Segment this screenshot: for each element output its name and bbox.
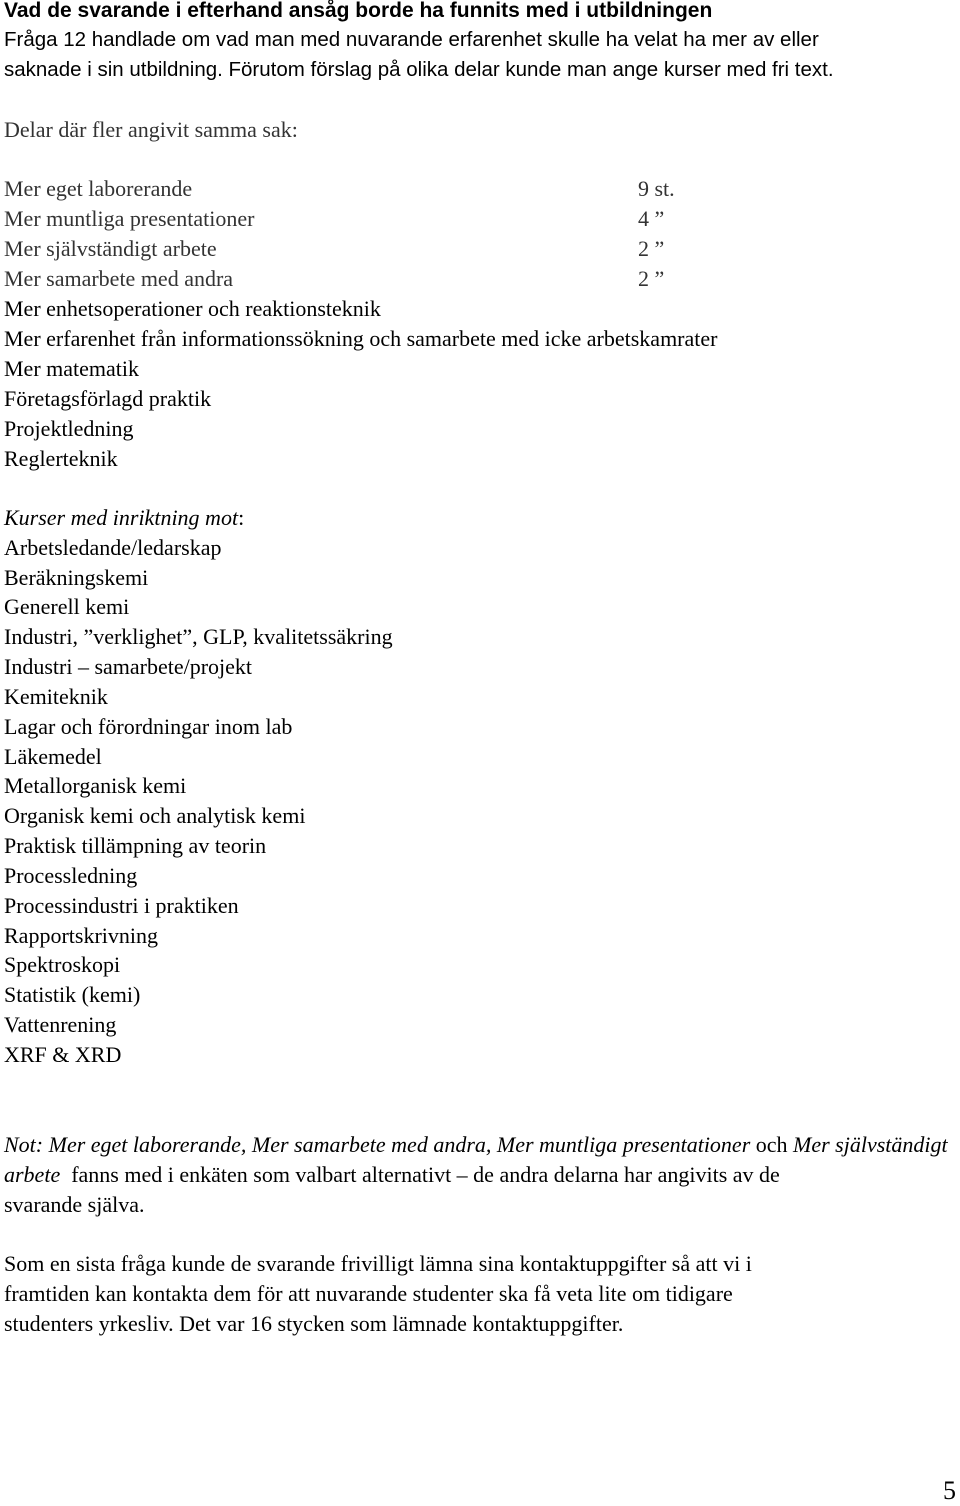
note-items: Mer eget laborerande, Mer samarbete med andra, Mer muntliga presentationer <box>48 1132 751 1157</box>
note-label: Not: <box>4 1132 44 1157</box>
page-number: 5 <box>943 1476 956 1505</box>
course-item: Rapportskrivning <box>4 923 158 948</box>
course-item: Generell kemi <box>4 594 130 619</box>
single-item: Reglerteknik <box>4 446 118 471</box>
course-item: Industri – samarbete/projekt <box>4 654 253 679</box>
course-item: Statistik (kemi) <box>4 982 141 1007</box>
single-item: Företagsförlagd praktik <box>4 386 212 411</box>
course-item: Industri, ”verklighet”, GLP, kvalitetssäkring <box>4 624 393 649</box>
single-item: Mer erfarenhet från informationssökning och samarbete med icke arbetskamrater <box>4 326 718 351</box>
shared-item-count: 2 ” <box>638 266 665 291</box>
courses-colon: : <box>238 505 245 530</box>
closing-line-3: studenters yrkesliv. Det var 16 stycken som lämnade kontaktuppgifter. <box>4 1311 624 1336</box>
single-item: Projektledning <box>4 416 134 441</box>
course-item: Arbetsledande/ledarskap <box>4 535 222 560</box>
note-and: och <box>755 1132 788 1157</box>
section-heading: Vad de svarande i efterhand ansåg borde ha funnits med i utbildningen <box>4 0 713 22</box>
shared-item-label: Mer muntliga presentationer <box>4 206 255 231</box>
note-line-2 <box>4 1160 780 1190</box>
note-line-3: svarande själva. <box>4 1192 145 1217</box>
course-item: Läkemedel <box>4 744 102 769</box>
shared-item-count: 4 ” <box>638 206 665 231</box>
intro-line-1: Fråga 12 handlade om vad man med nuvarande erfarenhet skulle ha velat ha mer av eller <box>4 28 819 51</box>
note-item-last: Mer självständigt <box>793 1132 948 1157</box>
shared-item-count: 2 ” <box>638 236 665 261</box>
single-item: Mer enhetsoperationer och reaktionsteknik <box>4 296 381 321</box>
course-item: Metallorganisk kemi <box>4 773 187 798</box>
courses-heading <box>4 503 244 533</box>
course-item: Spektroskopi <box>4 952 121 977</box>
course-item: Processledning <box>4 863 138 888</box>
course-item: Processindustri i praktiken <box>4 893 239 918</box>
single-item: Mer matematik <box>4 356 140 381</box>
course-item: Kemiteknik <box>4 684 108 709</box>
course-item: Beräkningskemi <box>4 565 149 590</box>
course-item: Vattenrening <box>4 1012 117 1037</box>
shared-item-count: 9 st. <box>638 176 675 201</box>
closing-line-2: framtiden kan kontakta dem för att nuvarande studenter ska få veta lite om tidigare <box>4 1281 733 1306</box>
course-item: XRF & XRD <box>4 1042 122 1067</box>
course-item: Organisk kemi och analytisk kemi <box>4 803 306 828</box>
note-line-1 <box>4 1130 948 1160</box>
course-item: Lagar och förordningar inom lab <box>4 714 293 739</box>
courses-label: Kurser med inriktning mot <box>4 505 239 530</box>
note-text: fanns med i enkäten som valbart alternativt – de andra delarna har angivits av de <box>71 1162 780 1187</box>
shared-item-label: Mer självständigt arbete <box>4 236 217 261</box>
shared-item-label: Mer samarbete med andra <box>4 266 234 291</box>
note-item-last-end: arbete <box>4 1162 61 1187</box>
shared-label: Delar där fler angivit samma sak: <box>4 117 298 142</box>
course-item: Praktisk tillämpning av teorin <box>4 833 267 858</box>
intro-line-2: saknade i sin utbildning. Förutom förslag på olika delar kunde man ange kurser med fri text. <box>4 58 834 81</box>
closing-line-1: Som en sista fråga kunde de svarande frivilligt lämna sina kontaktuppgifter så att vi i <box>4 1251 752 1276</box>
shared-item-label: Mer eget laborerande <box>4 176 193 201</box>
